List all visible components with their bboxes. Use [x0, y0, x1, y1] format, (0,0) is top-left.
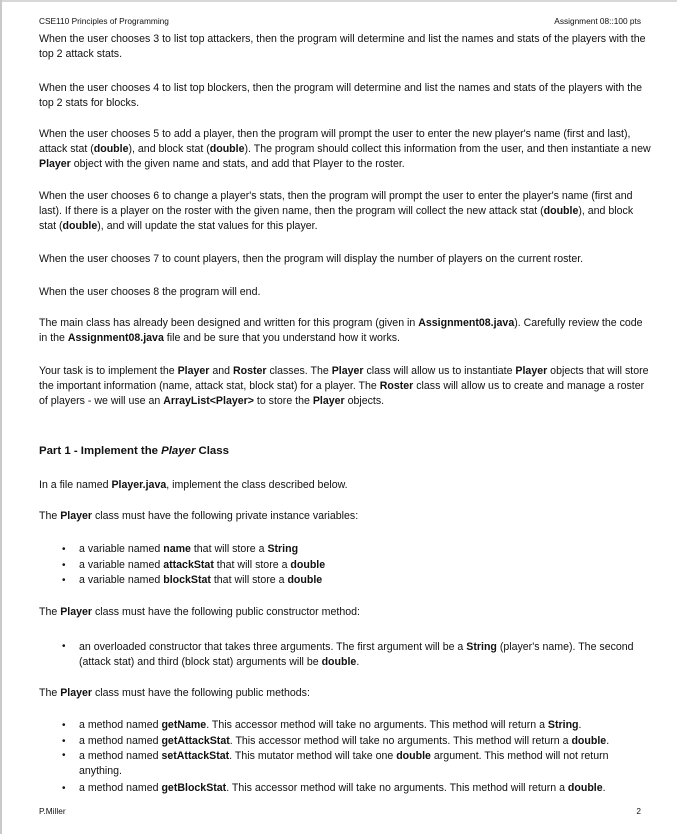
list-item: • a method named getName. This accessor method will take no arguments. This method will return a String.: [79, 718, 644, 734]
vars-list: [79, 542, 639, 589]
para-add-player: When the user chooses 5 to add a player, then the program will prompt the user to enter the new player's name (first and last), attack stat (double), and block stat (double). The program should collect this information from the user, and then instantiate a new Player object with the given name and stats, and add that Player to the roster.: [39, 128, 651, 170]
list-item: • a variable named blockStat that will store a double: [79, 573, 639, 589]
para-end: When the user chooses 8 the program will end.: [39, 286, 261, 298]
file-instruction: In a file named Player.java, implement the class described below.: [39, 479, 348, 491]
methods-intro: The Player class must have the following public methods:: [39, 687, 310, 699]
para-count-players: When the user chooses 7 to count players, then the program will display the number of players on the current roster.: [39, 253, 584, 265]
list-item: • a method named setAttackStat. This mutator method will take one double argument. This method will not return anything.: [79, 749, 644, 779]
section-title: Part 1 - Implement the Player Class: [39, 445, 229, 457]
ctor-intro: The Player class must have the following public constructor method:: [39, 606, 360, 618]
footer-author: P.Miller: [39, 806, 66, 816]
para-task: Your task is to implement the Player and Roster classes. The Player class will allow us to instantiate Player objects that will store the important information (name, attack stat, block stat) for a player. The Roster class will allow us to create and manage a roster of players - we will use an ArrayList<Player> to store the Player objects.: [39, 365, 649, 407]
vars-intro: The Player class must have the following private instance variables:: [39, 510, 359, 522]
list-item: • a method named getBlockStat. This accessor method will take no arguments. This method will return a double.: [79, 781, 644, 797]
list-item: • a method named getAttackStat. This accessor method will take no arguments. This method will return a double.: [79, 734, 644, 750]
window-left-border: [0, 0, 2, 834]
methods-list: [79, 718, 644, 796]
header-course: CSE110 Principles of Programming: [39, 16, 169, 26]
para-change-stats: When the user chooses 6 to change a player's stats, then the program will prompt the user to enter the player's name (first and last). If there is a player on the roster with the given name, then the program will collect the new attack stat (double), and block stat (double), and will update the stat values for this player.: [39, 190, 634, 232]
para-list-attackers: When the user chooses 3 to list top attackers, then the program will determine and list the names and stats of the players with the top 2 attack stats.: [39, 33, 646, 60]
window-top-border: [0, 0, 677, 2]
header-assignment: Assignment 08::100 pts: [554, 16, 641, 26]
para-list-blockers: When the user chooses 4 to list top blockers, then the program will determine and list the names and stats of the players with the top 2 stats for blocks.: [39, 82, 642, 109]
ctor-list: [79, 640, 639, 670]
list-item: • an overloaded constructor that takes three arguments. The first argument will be a String (player's name). The second (attack stat) and third (block stat) arguments will be double.: [79, 640, 639, 670]
para-main-class: The main class has already been designed and written for this program (given in Assignment08.java). Carefully review the code in the Assignment08.java file and be sure that you understand how it works.: [39, 317, 643, 344]
list-item: • a variable named attackStat that will store a double: [79, 558, 639, 574]
list-item: • a variable named name that will store a String: [79, 542, 639, 558]
page-number: 2: [636, 806, 641, 816]
